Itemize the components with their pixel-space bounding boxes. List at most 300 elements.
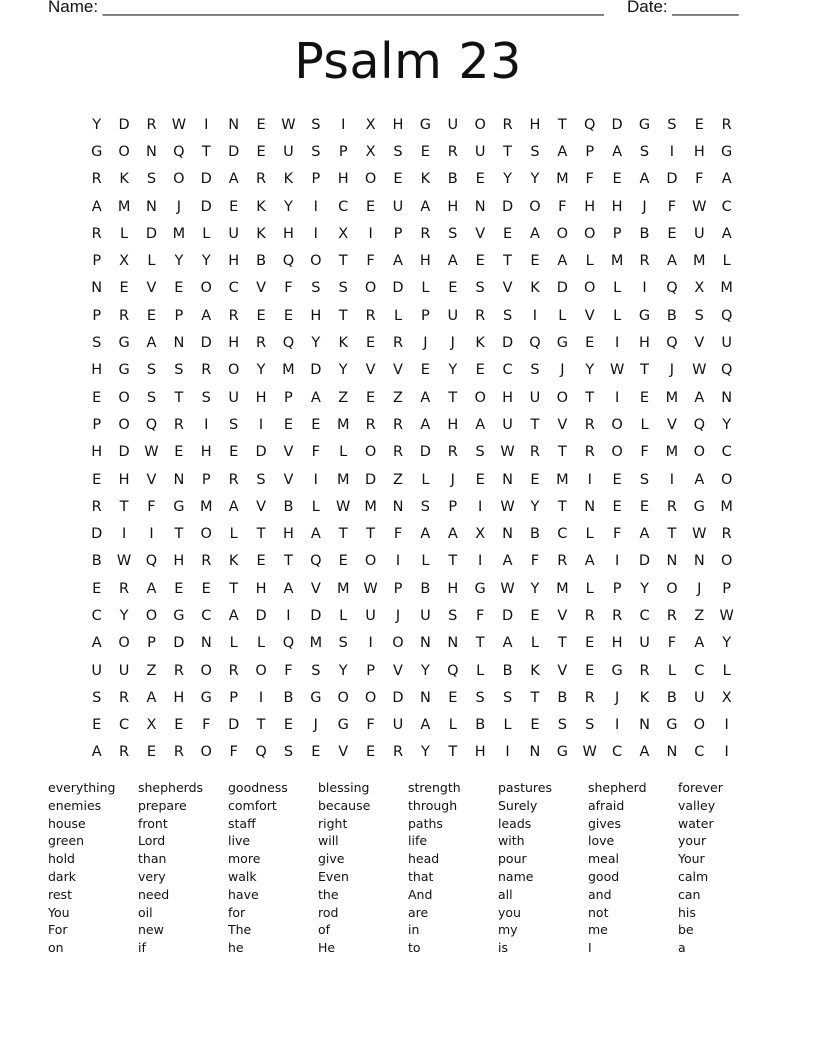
- grid-letter: O: [364, 553, 377, 570]
- grid-letter: T: [256, 526, 266, 543]
- grid-letter: J: [395, 607, 401, 624]
- grid-letter: K: [119, 171, 129, 188]
- grid-letter: Q: [720, 362, 733, 379]
- word-list-item: all: [498, 886, 513, 902]
- grid-letter: O: [556, 389, 569, 406]
- grid-letter: Y: [420, 662, 430, 679]
- grid-letter: D: [255, 444, 267, 461]
- grid-letter: H: [282, 225, 294, 242]
- grid-letter: H: [282, 526, 294, 543]
- grid-letter: D: [118, 444, 130, 461]
- grid-letter: E: [639, 498, 650, 515]
- grid-letter: K: [256, 225, 266, 242]
- grid-letter: H: [228, 335, 240, 352]
- grid-letter: L: [530, 635, 539, 652]
- word-list-item: a: [678, 940, 686, 956]
- word-list-item: pastures: [498, 780, 552, 795]
- grid-letter: S: [92, 335, 102, 352]
- word-list-item: to: [408, 940, 421, 956]
- grid-letter: W: [719, 607, 734, 624]
- grid-letter: S: [448, 607, 458, 624]
- grid-letter: O: [474, 389, 486, 406]
- grid-letter: E: [530, 253, 540, 270]
- grid-letter: E: [256, 143, 266, 160]
- grid-letter: L: [613, 307, 622, 324]
- grid-letter: N: [666, 744, 678, 761]
- grid-letter: L: [202, 225, 211, 242]
- date-field: Date: _______: [627, 0, 739, 16]
- grid-letter: C: [338, 198, 349, 215]
- grid-letter: E: [229, 198, 239, 215]
- grid-letter: H: [611, 198, 623, 215]
- word-list-item: live: [228, 833, 251, 849]
- grid-letter: M: [556, 471, 569, 488]
- grid-letter: O: [173, 171, 185, 188]
- word-list-item: and: [588, 886, 612, 902]
- word-list-item: not: [588, 904, 609, 920]
- grid-letter: X: [475, 526, 486, 543]
- word-list-item: Surely: [498, 797, 538, 813]
- grid-letter: Q: [693, 416, 705, 433]
- grid-letter: E: [338, 553, 348, 570]
- grid-letter: R: [119, 307, 130, 324]
- grid-letter: F: [229, 744, 238, 761]
- grid-letter: E: [311, 744, 321, 761]
- grid-letter: X: [338, 225, 349, 242]
- word-list-item: meal: [588, 851, 619, 867]
- grid-letter: O: [364, 444, 377, 461]
- grid-letter: P: [147, 635, 156, 652]
- grid-letter: P: [612, 225, 622, 242]
- grid-letter: N: [639, 717, 650, 734]
- grid-letter: R: [639, 662, 650, 679]
- grid-letter: Q: [666, 280, 678, 297]
- grid-letter: H: [502, 389, 513, 406]
- grid-letter: K: [256, 198, 266, 215]
- word-list-item: Your: [678, 851, 705, 867]
- word-list-item: you: [498, 904, 521, 920]
- grid-letter: R: [529, 444, 540, 461]
- grid-letter: R: [146, 116, 157, 133]
- grid-letter: Y: [311, 335, 321, 352]
- grid-letter: V: [146, 471, 157, 488]
- grid-letter: S: [502, 689, 513, 706]
- grid-letter: A: [146, 689, 157, 706]
- grid-letter: O: [556, 225, 569, 242]
- grid-letter: U: [118, 662, 130, 679]
- grid-letter: F: [558, 198, 567, 215]
- grid-letter: R: [228, 662, 239, 679]
- grid-letter: L: [503, 717, 512, 734]
- grid-letter: P: [201, 471, 211, 488]
- grid-letter: I: [505, 744, 510, 761]
- grid-letter: U: [693, 225, 705, 242]
- grid-letter: M: [665, 444, 679, 461]
- grid-letter: O: [720, 553, 733, 570]
- grid-letter: H: [611, 635, 623, 652]
- grid-letter: B: [256, 253, 267, 270]
- grid-letter: X: [365, 116, 376, 133]
- grid-letter: E: [283, 307, 294, 324]
- grid-letter: D: [255, 607, 267, 624]
- grid-letter: M: [720, 280, 733, 297]
- grid-letter: M: [309, 635, 323, 652]
- grid-letter: U: [228, 225, 239, 242]
- grid-letter: G: [419, 116, 431, 133]
- grid-letter: H: [337, 171, 349, 188]
- grid-letter: E: [530, 717, 540, 734]
- grid-letter: F: [667, 635, 677, 652]
- grid-letter: E: [393, 171, 403, 188]
- grid-letter: D: [638, 553, 651, 570]
- grid-letter: A: [447, 526, 458, 543]
- grid-letter: E: [92, 717, 102, 734]
- grid-letter: C: [694, 744, 705, 761]
- grid-letter: G: [118, 362, 130, 379]
- grid-letter: X: [721, 689, 732, 706]
- grid-letter: N: [474, 198, 486, 215]
- grid-letter: A: [393, 253, 403, 270]
- grid-letter: L: [421, 553, 430, 570]
- grid-letter: I: [642, 280, 647, 297]
- grid-letter: H: [310, 307, 322, 324]
- grid-letter: O: [364, 171, 377, 188]
- grid-letter: H: [419, 253, 431, 270]
- grid-letter: I: [614, 389, 620, 406]
- grid-letter: B: [666, 689, 677, 706]
- grid-letter: N: [228, 116, 240, 133]
- grid-letter: T: [448, 389, 458, 406]
- grid-letter: E: [366, 335, 376, 352]
- grid-letter: R: [365, 416, 376, 433]
- grid-letter: P: [612, 580, 622, 597]
- grid-letter: K: [530, 280, 540, 297]
- grid-letter: Y: [420, 744, 430, 761]
- grid-letter: S: [393, 143, 403, 160]
- word-list-item: Lord: [138, 833, 166, 849]
- grid-letter: D: [228, 143, 240, 160]
- grid-letter: D: [611, 116, 623, 133]
- grid-letter: E: [311, 416, 321, 433]
- word-list-item: shepherds: [138, 780, 204, 795]
- grid-letter: A: [420, 198, 431, 215]
- grid-letter: G: [611, 662, 623, 679]
- grid-letter: D: [365, 471, 377, 488]
- word-list-item: very: [138, 868, 166, 884]
- grid-letter: S: [475, 689, 485, 706]
- grid-letter: X: [146, 717, 157, 734]
- grid-letter: O: [118, 416, 130, 433]
- grid-letter: K: [475, 335, 485, 352]
- grid-letter: F: [667, 198, 677, 215]
- word-list-item: of: [318, 922, 331, 938]
- grid-letter: E: [475, 253, 485, 270]
- grid-letter: E: [475, 171, 485, 188]
- grid-letter: J: [642, 198, 647, 215]
- grid-letter: A: [502, 635, 513, 652]
- grid-letter: G: [173, 498, 185, 515]
- grid-letter: U: [502, 416, 513, 433]
- grid-letter: S: [639, 143, 650, 160]
- word-list-item: need: [138, 886, 170, 902]
- grid-letter: H: [255, 389, 267, 406]
- grid-letter: W: [116, 553, 132, 570]
- grid-letter: D: [556, 280, 568, 297]
- grid-letter: T: [667, 526, 677, 543]
- grid-letter: O: [200, 526, 212, 543]
- word-list-item: leads: [498, 815, 532, 831]
- word-list-item: he: [228, 940, 244, 956]
- grid-letter: T: [256, 717, 266, 734]
- grid-letter: A: [91, 635, 102, 652]
- grid-letter: S: [311, 143, 321, 160]
- grid-letter: C: [721, 198, 732, 215]
- grid-letter: D: [666, 171, 678, 188]
- grid-letter: I: [614, 717, 620, 734]
- grid-letter: B: [447, 171, 458, 188]
- grid-letter: G: [556, 744, 568, 761]
- grid-letter: R: [447, 444, 458, 461]
- grid-letter: D: [173, 635, 185, 652]
- grid-letter: R: [666, 498, 677, 515]
- grid-letter: I: [669, 143, 675, 160]
- grid-letter: C: [557, 526, 568, 543]
- grid-letter: O: [227, 362, 240, 379]
- grid-letter: N: [392, 498, 404, 515]
- grid-letter: K: [639, 689, 650, 706]
- grid-letter: P: [174, 307, 184, 324]
- grid-letter: M: [336, 580, 350, 597]
- grid-letter: T: [503, 253, 512, 270]
- word-list-item: his: [678, 904, 696, 920]
- grid-letter: S: [639, 471, 650, 488]
- grid-letter: Y: [338, 662, 348, 679]
- grid-letter: Y: [503, 171, 512, 188]
- grid-letter: T: [119, 498, 129, 515]
- grid-letter: C: [119, 717, 130, 734]
- grid-letter: U: [447, 116, 459, 133]
- grid-letter: T: [557, 116, 567, 133]
- word-list-item: with: [498, 833, 525, 849]
- grid-letter: P: [722, 580, 732, 597]
- word-list-item: enemies: [48, 797, 102, 813]
- grid-letter: E: [448, 280, 458, 297]
- grid-letter: R: [201, 362, 212, 379]
- grid-letter: Y: [448, 362, 458, 379]
- grid-letter: M: [364, 498, 377, 515]
- word-list-item: through: [408, 797, 458, 813]
- word-list-item: afraid: [588, 797, 625, 813]
- grid-letter: Z: [338, 389, 349, 406]
- grid-letter: G: [474, 580, 486, 597]
- grid-letter: U: [392, 198, 404, 215]
- grid-letter: T: [201, 143, 211, 160]
- word-list-item: hold: [48, 851, 75, 867]
- grid-letter: Y: [640, 580, 649, 597]
- grid-letter: L: [613, 280, 622, 297]
- grid-letter: F: [147, 498, 156, 515]
- grid-letter: E: [174, 717, 184, 734]
- name-field: Name: _____________________________________________________: [48, 0, 604, 16]
- grid-letter: E: [502, 225, 513, 242]
- grid-letter: D: [310, 362, 322, 379]
- grid-letter: A: [146, 580, 157, 597]
- grid-letter: F: [530, 553, 540, 570]
- grid-letter: B: [502, 662, 513, 679]
- grid-letter: H: [173, 553, 185, 570]
- grid-letter: N: [502, 526, 513, 543]
- grid-letter: O: [693, 717, 705, 734]
- grid-letter: E: [694, 116, 704, 133]
- grid-letter: T: [338, 307, 348, 324]
- grid-letter: H: [447, 416, 459, 433]
- word-list-item: is: [498, 940, 508, 956]
- word-list-item: good: [588, 868, 620, 884]
- grid-letter: E: [585, 662, 595, 679]
- grid-letter: F: [585, 171, 594, 188]
- grid-letter: L: [448, 717, 457, 734]
- grid-letter: E: [229, 444, 239, 461]
- word-list-item: can: [678, 886, 701, 902]
- grid-letter: S: [502, 307, 513, 324]
- grid-letter: H: [392, 116, 404, 133]
- grid-letter: H: [173, 689, 185, 706]
- word-list-item: than: [138, 851, 167, 867]
- grid-letter: H: [91, 362, 103, 379]
- grid-letter: A: [639, 526, 650, 543]
- grid-letter: T: [174, 389, 184, 406]
- grid-letter: A: [475, 416, 486, 433]
- grid-letter: J: [450, 335, 455, 352]
- grid-letter: I: [286, 607, 291, 624]
- grid-letter: N: [721, 389, 733, 406]
- grid-letter: U: [392, 717, 404, 734]
- grid-letter: E: [256, 116, 266, 133]
- grid-letter: T: [448, 553, 458, 570]
- grid-letter: J: [450, 471, 455, 488]
- grid-letter: E: [174, 280, 184, 297]
- grid-letter: H: [693, 143, 705, 160]
- grid-letter: A: [639, 171, 650, 188]
- grid-letter: G: [666, 717, 678, 734]
- grid-letter: S: [283, 744, 294, 761]
- grid-letter: U: [91, 662, 102, 679]
- grid-letter: R: [584, 416, 595, 433]
- grid-letter: Q: [255, 744, 267, 761]
- grid-letter: L: [339, 444, 348, 461]
- grid-letter: Z: [694, 607, 705, 624]
- grid-letter: F: [393, 526, 403, 543]
- grid-letter: H: [200, 444, 212, 461]
- grid-letter: I: [341, 116, 346, 133]
- grid-letter: D: [200, 198, 212, 215]
- grid-letter: Z: [393, 471, 403, 488]
- grid-letter: L: [120, 225, 129, 242]
- grid-letter: Z: [146, 662, 157, 679]
- word-list-item: name: [498, 868, 534, 884]
- grid-letter: H: [529, 116, 541, 133]
- grid-letter: M: [556, 580, 569, 597]
- grid-letter: O: [693, 444, 705, 461]
- grid-letter: V: [475, 225, 486, 242]
- grid-letter: P: [338, 143, 348, 160]
- word-list-item: He: [318, 940, 336, 956]
- word-list-item: calm: [678, 868, 709, 884]
- grid-letter: F: [366, 717, 375, 734]
- grid-letter: L: [421, 280, 430, 297]
- grid-letter: A: [420, 526, 431, 543]
- grid-letter: W: [500, 444, 515, 461]
- grid-letter: R: [392, 744, 404, 761]
- grid-letter: N: [200, 635, 212, 652]
- grid-letter: E: [585, 335, 595, 352]
- grid-letter: H: [118, 471, 130, 488]
- grid-letter: S: [475, 280, 485, 297]
- grid-letter: R: [173, 416, 184, 433]
- grid-letter: B: [529, 526, 540, 543]
- grid-letter: S: [229, 416, 239, 433]
- grid-letter: M: [665, 389, 679, 406]
- grid-letter: M: [336, 416, 350, 433]
- grid-letter: R: [91, 225, 102, 242]
- grid-letter: L: [722, 662, 731, 679]
- grid-letter: O: [474, 116, 486, 133]
- grid-letter: I: [478, 498, 483, 515]
- grid-letter: I: [669, 471, 675, 488]
- grid-letter: M: [556, 171, 569, 188]
- grid-letter: A: [201, 307, 212, 324]
- grid-letter: S: [146, 362, 157, 379]
- grid-letter: V: [557, 662, 568, 679]
- grid-letter: Y: [284, 198, 293, 215]
- grid-letter: I: [313, 198, 318, 215]
- grid-letter: Y: [530, 580, 540, 597]
- grid-letter: K: [420, 171, 431, 188]
- grid-letter: D: [228, 717, 240, 734]
- grid-letter: F: [311, 444, 320, 461]
- grid-letter: O: [255, 662, 267, 679]
- grid-letter: I: [313, 225, 318, 242]
- grid-letter: R: [256, 171, 267, 188]
- grid-letter: R: [228, 307, 239, 324]
- grid-letter: M: [610, 253, 624, 270]
- grid-letter: N: [529, 744, 541, 761]
- grid-letter: I: [587, 471, 592, 488]
- word-list-item: love: [588, 833, 615, 849]
- grid-letter: R: [666, 607, 677, 624]
- grid-letter: P: [92, 416, 102, 433]
- word-list-item: strength: [408, 780, 461, 795]
- grid-letter: C: [502, 362, 513, 379]
- grid-letter: R: [584, 444, 595, 461]
- grid-letter: N: [91, 280, 103, 297]
- grid-letter: I: [395, 553, 401, 570]
- word-list-item: be: [678, 922, 694, 938]
- grid-letter: R: [119, 744, 130, 761]
- grid-letter: S: [201, 389, 211, 406]
- grid-letter: R: [721, 526, 732, 543]
- grid-letter: S: [557, 717, 567, 734]
- grid-letter: Q: [173, 143, 185, 160]
- grid-letter: N: [693, 553, 705, 570]
- grid-letter: Y: [530, 498, 540, 515]
- grid-letter: B: [283, 498, 294, 515]
- grid-letter: D: [392, 280, 404, 297]
- grid-letter: E: [283, 717, 294, 734]
- grid-letter: G: [310, 689, 322, 706]
- grid-letter: O: [145, 607, 158, 624]
- grid-letter: G: [556, 335, 568, 352]
